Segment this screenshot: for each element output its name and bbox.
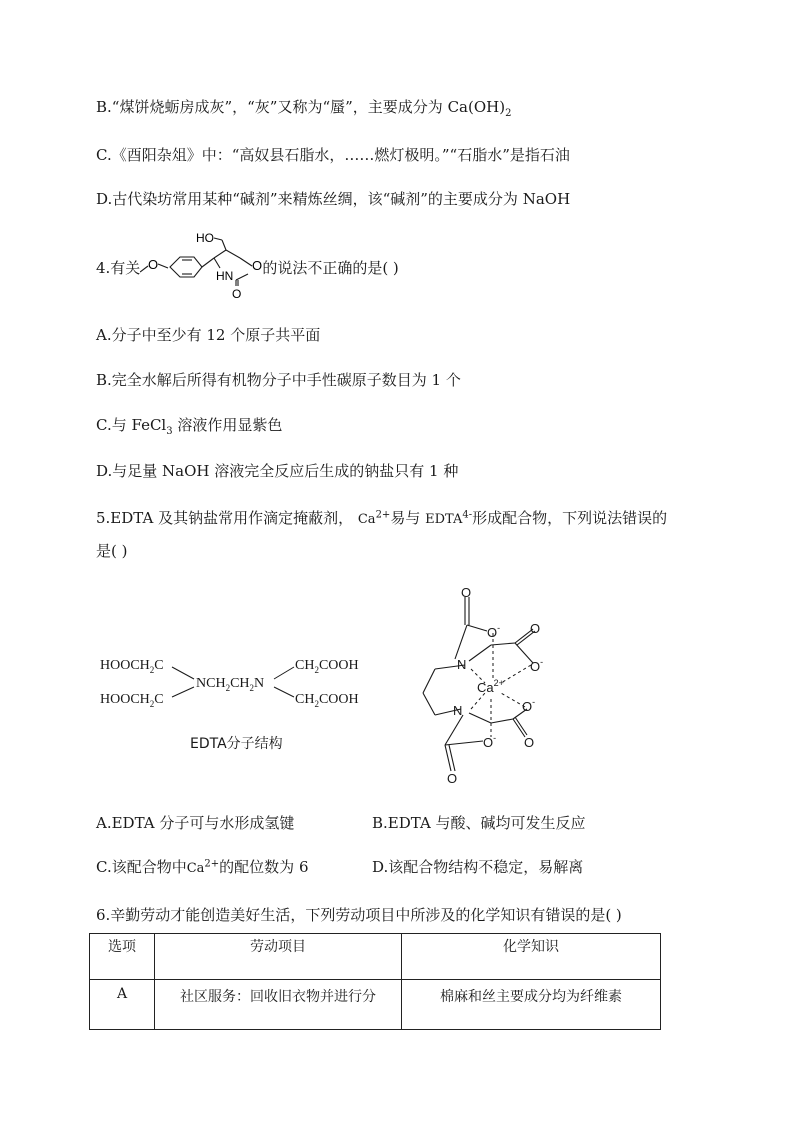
edta-center-sub2: 2: [249, 683, 255, 693]
q5-option-c-suffix: 的配位数为 6: [219, 858, 309, 876]
complex-ominus-top-o: O: [487, 625, 498, 640]
q4-ring-bond-2: [226, 250, 240, 258]
q4-option-c-subscript: 3: [166, 426, 173, 437]
q6-row-a-labor: 社区服务：回收旧衣物并进行分: [155, 980, 402, 1030]
q6-header-chem: 化学知识: [402, 934, 661, 980]
edta-r1-right-text: CH: [295, 658, 315, 673]
complex-o-bottom: O: [447, 771, 458, 785]
complex-n-top-ch2: [469, 645, 491, 661]
edta-r2-left-text: HOOCH: [100, 692, 150, 707]
complex-ch2-top-left: [455, 625, 467, 659]
complex-ominus-right-bottom-sign: -: [532, 697, 536, 707]
complex-o-right-top: O: [530, 621, 541, 636]
q4-stem-prefix: 4.有关: [96, 259, 141, 277]
q6-header-labor: 劳动项目: [155, 934, 402, 980]
q6-table-row: [90, 980, 661, 1030]
q4-methyl-bond: [140, 266, 148, 272]
edta-r2-right-sub: 2: [314, 699, 319, 709]
q4-aryl-bond: [202, 258, 214, 267]
q5-stem-part-2: 易与: [390, 509, 421, 527]
q4-ch2-bond: [222, 240, 226, 250]
q4-ring-bond-1: [214, 250, 226, 258]
q5-option-c-ca: Ca: [186, 861, 205, 876]
complex-ominus-bottom-o: O: [483, 735, 494, 750]
complex-ominus-right-top: [530, 657, 543, 674]
edta-ca-complex-structure: [405, 585, 555, 785]
complex-ca-charge: 2+: [493, 678, 504, 688]
q4-carbonyl-o: O: [232, 287, 242, 298]
q5-stem-line-2: 是( ): [96, 542, 128, 560]
q5-option-b: B.EDTA 与酸、碱均可发生反应: [372, 814, 586, 832]
q4-oh-bond: [214, 238, 222, 240]
q5-edta-charge: 4-: [462, 509, 473, 521]
edta-center-c: N: [254, 676, 265, 691]
edta-r2-right-text: CH: [295, 692, 315, 707]
edta-center-b: CH: [230, 676, 250, 691]
q4-option-c-suffix: 溶液作用显紫色: [172, 416, 283, 434]
complex-ca: [477, 678, 504, 695]
q6-header-option: 选项: [90, 934, 155, 980]
complex-c-bottom-to-o-double: [515, 717, 527, 735]
q4-ring-o: O: [252, 258, 263, 273]
edta-r1-left-text: HOOCH: [100, 658, 150, 673]
complex-ethylene-2: [423, 693, 435, 715]
complex-ominus-bottom: [483, 733, 496, 750]
q5-stem-part-1: 5.EDTA 及其钠盐常用作滴定掩蔽剂，: [96, 509, 354, 527]
edta-r1-right-sub: 2: [314, 665, 319, 675]
q5-option-c-ion: [186, 858, 220, 876]
complex-n-bottom: N: [453, 703, 463, 718]
complex-ominus-right-top-sign: -: [540, 657, 544, 667]
complex-ominus-right-top-o: O: [530, 659, 541, 674]
complex-coord-n-bottom: [471, 693, 485, 709]
edta-caption: EDTA分子结构: [190, 736, 283, 752]
q6-row-a-option: A: [90, 980, 155, 1030]
q4-option-c: [96, 414, 282, 437]
q5-ca-symbol: Ca: [357, 512, 376, 527]
complex-co-top-single: [467, 625, 487, 631]
edta-r2-left-tail: C: [154, 692, 164, 707]
edta-r1-right-tail: COOH: [318, 658, 359, 673]
edta-bond-upper-left: [172, 667, 194, 679]
q5-option-d: D.该配合物结构不稳定，易解离: [372, 858, 584, 876]
q6-table-header-row: [90, 934, 661, 980]
q4-option-a: A.分子中至少有 12 个原子共平面: [96, 326, 321, 344]
q4-molecule-structure: [140, 228, 280, 298]
q5-option-c-prefix: C.该配合物中: [96, 858, 187, 876]
complex-ominus-right-bottom-o: O: [522, 699, 533, 714]
q5-edta-ion: [425, 509, 473, 527]
edta-r2-left-sub: 2: [149, 699, 155, 709]
q4-option-c-prefix: C.与 FeCl: [96, 416, 167, 434]
q5-stem-part-3: 形成配合物，下列说法错误的: [472, 509, 668, 527]
complex-ominus-top: [487, 623, 500, 640]
edta-center-a: NCH: [196, 676, 226, 691]
edta-row1-left: [100, 658, 164, 675]
q4-ring-bond-5: [236, 274, 248, 280]
q4-option-d: D.与足量 NaOH 溶液完全反应后生成的钠盐只有 1 种: [96, 462, 459, 480]
complex-ca-symbol: Ca: [477, 680, 494, 695]
q4-stem-suffix: 的说法不正确的是( ): [262, 259, 399, 277]
q4-option-b: B.完全水解后所得有机物分子中手性碳原子数目为 1 个: [96, 371, 461, 389]
edta-row1-right: [295, 658, 359, 675]
complex-ethylene-1: [423, 669, 435, 693]
complex-ominus-right-bottom: [522, 697, 535, 714]
q4-methoxy-o: O: [148, 257, 159, 272]
q4-ether-bond: [158, 264, 168, 268]
q5-option-a: A.EDTA 分子可与水形成氢键: [96, 814, 295, 832]
q3-option-c: C.《酉阳杂俎》中：“高奴县石脂水，……燃灯极明。”“石脂水”是指石油: [96, 146, 570, 164]
complex-ominus-top-sign: -: [497, 623, 501, 633]
q6-table: [89, 933, 661, 1030]
edta-r2-right-tail: COOH: [318, 692, 359, 707]
q3-option-b-subscript: 2: [505, 108, 512, 119]
q5-edta-symbol: EDTA: [425, 512, 463, 527]
q6-row-a-chem: 棉麻和丝主要成分均为纤维素: [402, 980, 661, 1030]
q6-stem: 6.辛勤劳动才能创造美好生活，下列劳动项目中所涉及的化学知识有错误的是( ): [96, 906, 622, 924]
edta-bond-lower-left: [172, 687, 194, 697]
q5-option-c: [96, 856, 308, 877]
complex-ominus-bottom-sign: -: [493, 733, 497, 743]
complex-ch2-bottom-left: [445, 715, 463, 745]
q4-ring-bond-3: [240, 258, 252, 266]
edta-r1-left-tail: C: [154, 658, 164, 673]
complex-n-bottom-ch2: [469, 713, 491, 723]
complex-o-right-bottom: O: [524, 735, 535, 750]
complex-ch2-to-c-top: [491, 643, 515, 645]
q4-hn-label: HN: [216, 269, 234, 283]
edta-center: [196, 676, 264, 693]
q5-ca-ion: [357, 509, 391, 527]
q3-option-d: D.古代染坊常用某种“碱剂”来精炼丝绸，该“碱剂”的主要成分为 NaOH: [96, 190, 571, 208]
complex-o-top: O: [461, 585, 472, 600]
q5-option-c-charge: 2+: [204, 858, 220, 870]
edta-center-sub1: 2: [225, 683, 231, 693]
edta-molecule-structure: [90, 645, 380, 715]
complex-co-bottom-single: [445, 741, 483, 745]
complex-coord-right-o-top: [501, 665, 531, 683]
q4-ho-label: HO: [196, 231, 214, 245]
complex-n-top: N: [457, 657, 467, 672]
q3-option-b-text: B.“煤饼烧蛎房成灰”，“灰”又称为“蜃”，主要成分为 Ca(OH): [96, 98, 506, 116]
complex-ch2-to-c-bottom: [491, 719, 513, 723]
edta-bond-upper-right: [274, 667, 294, 679]
edta-row2-left: [100, 692, 164, 709]
q5-stem-line-1: [96, 507, 667, 528]
q4-ring-bond-4: [214, 258, 220, 268]
edta-r1-left-sub: 2: [149, 665, 155, 675]
q3-option-b: [96, 96, 511, 119]
edta-row2-right: [295, 692, 359, 709]
q5-ca-charge: 2+: [375, 509, 391, 521]
edta-bond-lower-right: [274, 687, 294, 697]
